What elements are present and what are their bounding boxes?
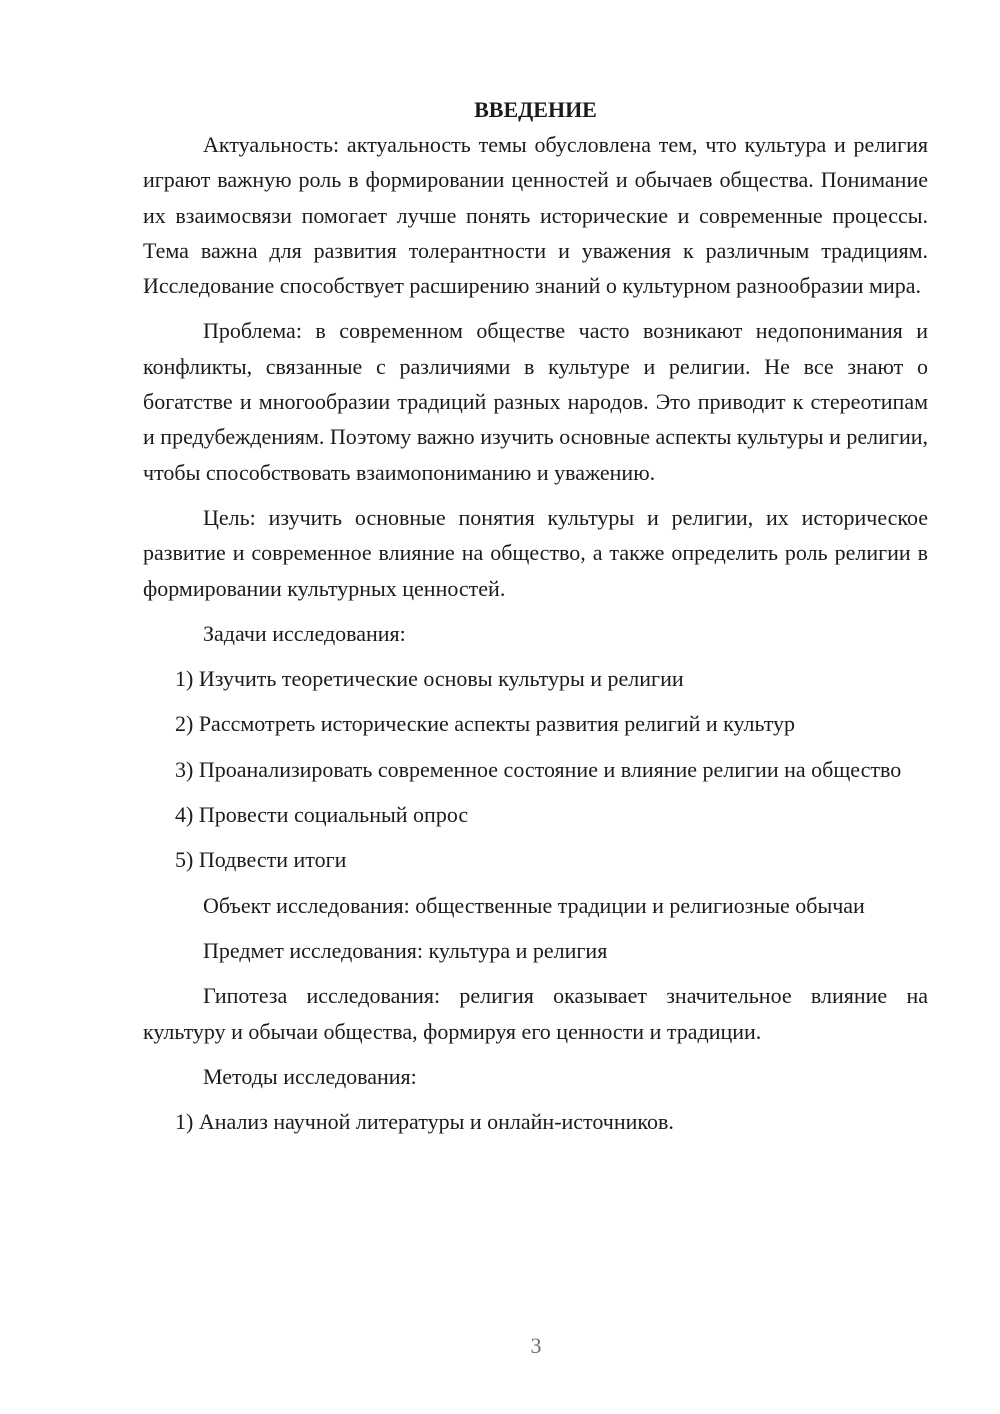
task-item: 3) Проанализировать современное состояние и влияние религии на общество xyxy=(175,756,902,782)
subject-paragraph: Предмет исследования: культура и религия xyxy=(203,937,608,963)
goal-paragraph: Цель: изучить основные понятия культуры и религии, их историческое развитие и современное влияние на общество, а также определить роль религии в формировании культурных ценностей. xyxy=(143,504,928,601)
object-paragraph: Объект исследования: общественные традиции и религиозные обычаи xyxy=(203,892,865,918)
problem-paragraph: Проблема: в современном обществе часто возникают недопонимания и конфликты, связанные с различиями в культуре и религии. Не все знают о богатстве и многообразии традиций разных народов. Это приводит к стереотипам и предубеждениям. Поэтому важно изучить основные аспекты культуры и религии, чтобы способствовать взаимопониманию и уважению. xyxy=(143,318,928,485)
section-title: ВВЕДЕНИЕ xyxy=(474,97,597,122)
hypothesis-paragraph: Гипотеза исследования: религия оказывает значительное влияние на культуру и обычаи общества, формируя его ценности и традиции. xyxy=(143,983,928,1044)
page-number: 3 xyxy=(530,1333,542,1358)
page-content xyxy=(143,92,928,1149)
task-item: 1) Изучить теоретические основы культуры и религии xyxy=(175,666,684,692)
task-item: 4) Провести социальный опрос xyxy=(175,802,469,828)
task-item: 5) Подвести итоги xyxy=(175,847,347,873)
tasks-heading: Задачи исследования: xyxy=(203,620,406,646)
relevance-paragraph: Актуальность: актуальность темы обусловлена тем, что культура и религия играют важную роль в формировании ценностей и обычаев общества. Понимание их взаимосвязи помогает лучше понять исторические и современные процессы. Тема важна для развития толерантности и уважения к различным традициям. Исследование способствует расширению знаний о культурном разнообразии мира. xyxy=(143,132,928,299)
methods-heading: Методы исследования: xyxy=(203,1063,417,1089)
task-item: 2) Рассмотреть исторические аспекты развития религий и культур xyxy=(175,711,796,737)
method-item: 1) Анализ научной литературы и онлайн-источников. xyxy=(175,1109,674,1135)
